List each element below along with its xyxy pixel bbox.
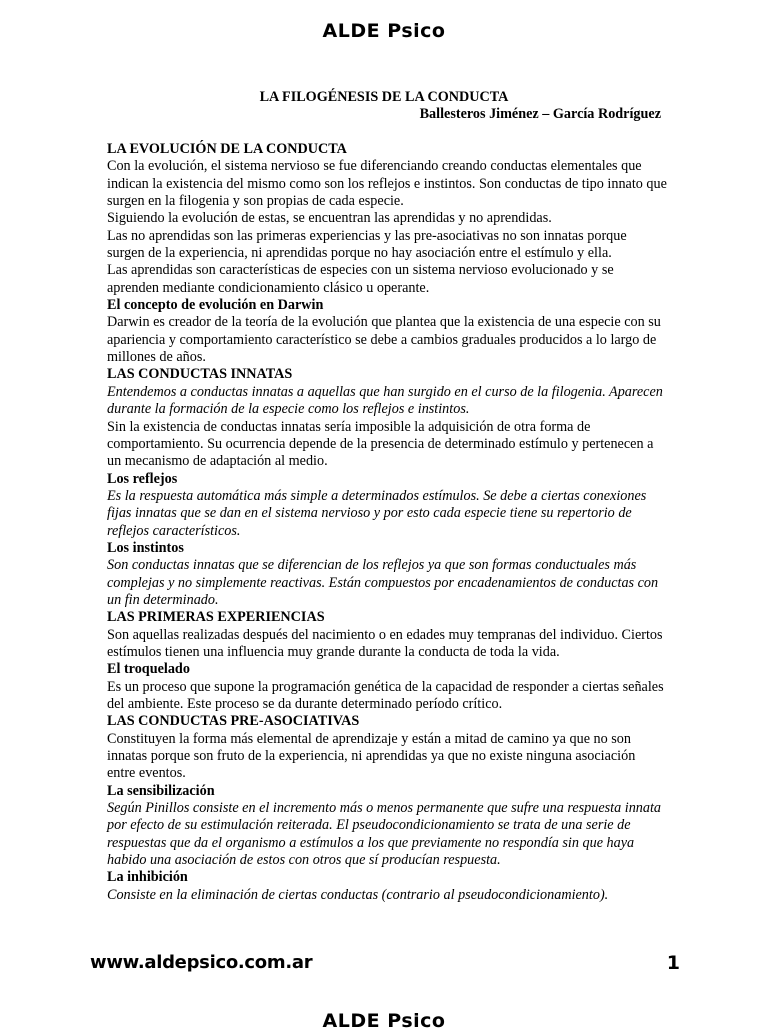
subsection-heading: Los reflejos <box>107 470 178 487</box>
section-heading: LAS PRIMERAS EXPERIENCIAS <box>107 609 325 626</box>
italic-paragraph: Son conductas innatas que se diferencian de los reflejos ya que son formas conductuales más complejas y no simplemente reactivas. Están compuestos por encadenamientos de conductas con un fin determinado. <box>107 557 659 608</box>
document-title: LA FILOGÉNESIS DE LA CONDUCTA <box>259 89 509 105</box>
paragraph: Es un proceso que supone la programación genética de la capacidad de responder a ciertas señales del ambiente. Este proceso se da durante determinado período crítico. <box>107 678 664 712</box>
section-heading: LA EVOLUCIÓN DE LA CONDUCTA <box>107 141 347 157</box>
subsection-heading: La sensibilización <box>107 782 215 799</box>
italic-paragraph: Consiste en la eliminación de ciertas conductas (contrario al pseudocondicionamiento). <box>107 886 609 903</box>
section-heading: LAS CONDUCTAS PRE-ASOCIATIVAS <box>107 713 360 730</box>
footer-url[interactable]: www.aldepsico.com.ar <box>90 952 313 973</box>
next-page-header-brand: ALDE Psico <box>322 1010 446 1032</box>
paragraph: Siguiendo la evolución de estas, se encuentran las aprendidas y no aprendidas. <box>107 210 552 227</box>
paragraph: Las no aprendidas son las primeras experiencias y las pre-asociativas no son innatas porque surgen de la experiencia, ni aprendidas porque no hay asociación entre el estímulo y ella. <box>107 227 627 262</box>
subsection-heading: El troquelado <box>107 661 190 678</box>
section-heading: LAS CONDUCTAS INNATAS <box>107 366 293 383</box>
header-brand: ALDE Psico <box>322 20 446 42</box>
italic-paragraph: Entendemos a conductas innatas a aquellas que han surgido en el curso de la filogenia. Aparecen durante la formación de la especie como los reflejos e instintos. <box>107 383 663 418</box>
paragraph: Constituyen la forma más elemental de aprendizaje y están a mitad de camino ya que no son innatas porque son fruto de la experiencia, ni aprendidas ya que no existe ninguna asociación entre eventos. <box>107 730 636 782</box>
paragraph: Darwin es creador de la teoría de la evolución que plantea que la existencia de una especie con su apariencia y comportamiento característico se debe a cambios graduales producidos a lo largo de millones de años. <box>107 314 661 366</box>
subsection-heading: La inhibición <box>107 869 188 886</box>
subsection-heading: Los instintos <box>107 539 184 556</box>
document-body <box>107 141 667 904</box>
paragraph: Sin la existencia de conductas innatas sería imposible la adquisición de otra forma de comportamiento. Su ocurrencia depende de la presencia de determinado estímulo y pertenecen a un mecanismo de adaptación al medio. <box>107 418 654 470</box>
italic-paragraph: Es la respuesta automática más simple a determinados estímulos. Se debe a ciertas conexiones fijas innatas que se dan en el sistema nervioso y por esto cada especie tiene su repertorio de reflejos característicos. <box>107 487 647 539</box>
paragraph: Con la evolución, el sistema nervioso se fue diferenciando creando conductas elementales que indican la existencia del mismo como son los reflejos e instintos. Son conductas de tipo innato que surgen en la filogenia y son propias de cada especie. <box>107 158 667 210</box>
subsection-heading: El concepto de evolución en Darwin <box>107 297 324 314</box>
paragraph: Son aquellas realizadas después del nacimiento o en edades muy tempranas del individuo. Ciertos estímulos tienen una influencia muy grande durante la conducta de toda la vida. <box>107 626 663 660</box>
italic-paragraph: Según Pinillos consiste en el incremento más o menos permanente que sufre una respuesta innata por efecto de su estimulación reiterada. El pseudocondicionamiento se trata de una serie de respuestas que da el organismo a estímulos a los que previamente no respondía sin que haya habido una asociación de estos con otros que sí producían respuesta. <box>107 800 662 869</box>
page-number: 1 <box>666 952 680 974</box>
document-authors: Ballesteros Jiménez – García Rodríguez <box>419 106 661 122</box>
paragraph: Las aprendidas son características de especies con un sistema nervioso evolucionado y se aprenden mediante condicionamiento clásico u operante. <box>107 262 614 296</box>
